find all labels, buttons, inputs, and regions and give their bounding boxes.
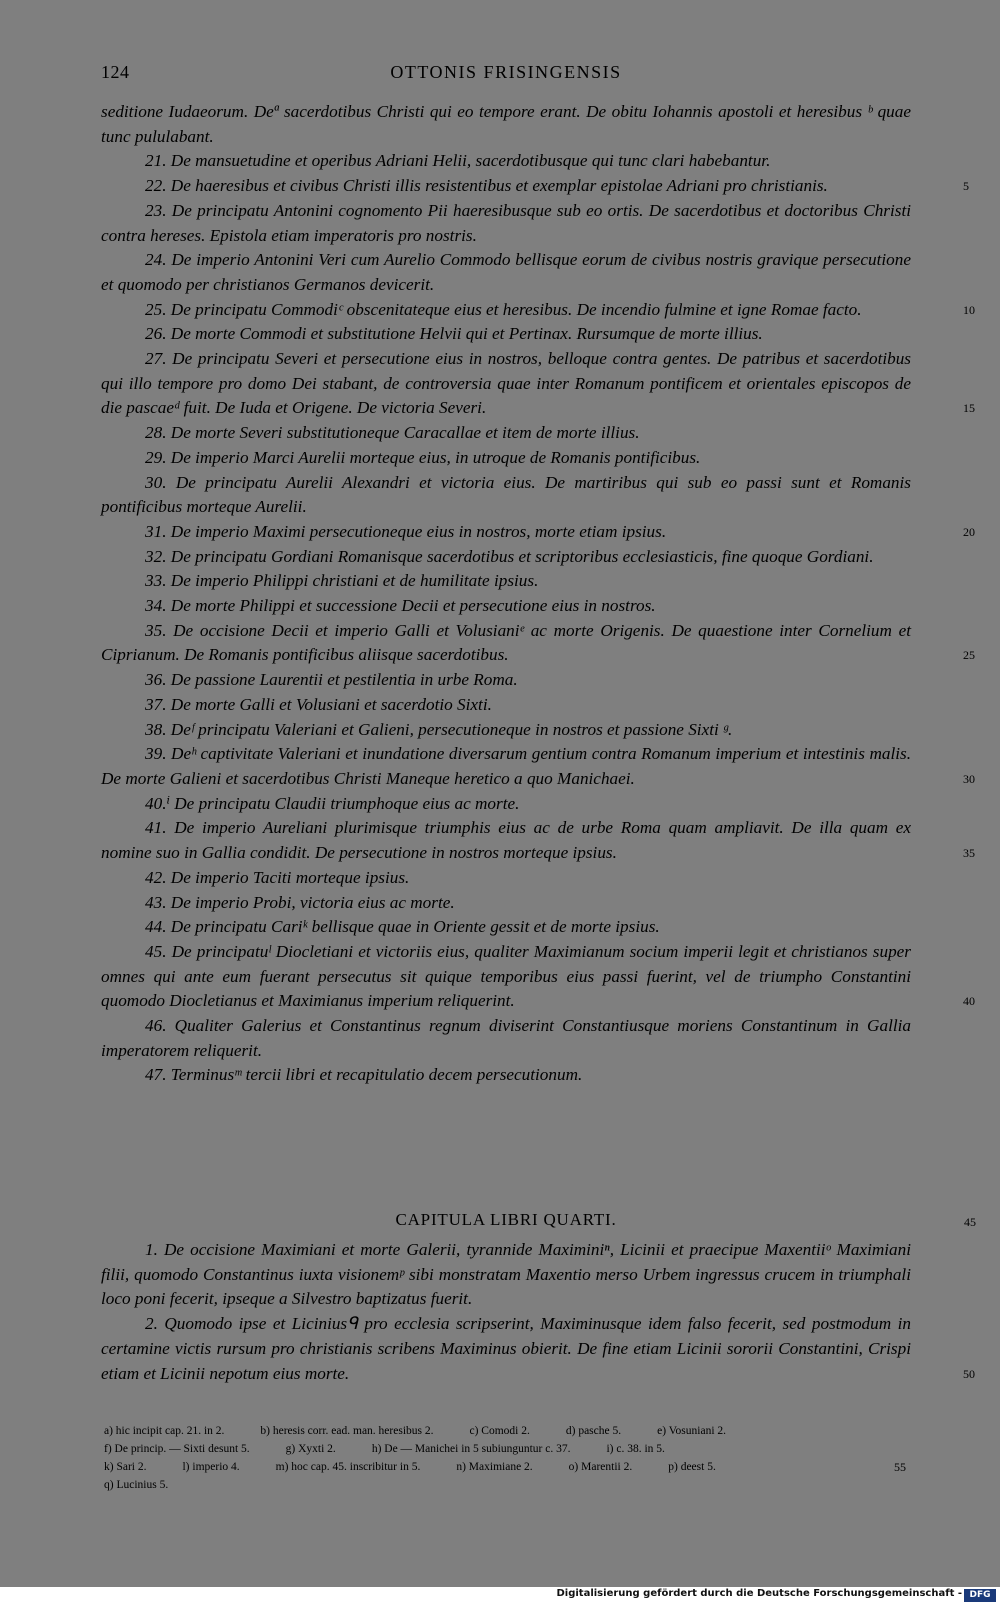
section-heading: CAPITULA LIBRI QUARTI. (395, 1210, 617, 1229)
chapter-entry-text: seditione Iudaeorum. Deª sacerdotibus Christi qui eo tempore erant. De obitu Iohannis apostoli et heresibus ᵇ quae tunc pululabant. (101, 102, 911, 146)
footnote: g) Xyxti 2. (285, 1443, 336, 1455)
line-number-marker: 5 (963, 179, 969, 194)
chapter-entry-text: 24. De imperio Antonini Veri cum Aurelio Commodo bellisque eorum de civibus nostris gravique persecutione et quomodo per christianos Germanos devicerit. (101, 250, 911, 294)
footnote-line (104, 1458, 914, 1476)
chapter-entry (101, 718, 911, 743)
running-title: OTTONIS FRISINGENSIS (390, 62, 622, 82)
chapter-entry (101, 915, 911, 940)
footer-credit: Digitalisierung gefördert durch die Deutsche Forschungsgemeinschaft - (556, 1588, 962, 1599)
chapter-entry (101, 891, 911, 916)
chapter-entry (101, 520, 975, 545)
chapter-list-book-three (101, 100, 975, 1088)
footnotes (104, 1422, 914, 1494)
footnote: p) deest 5. (668, 1461, 716, 1473)
chapter-entry (101, 619, 975, 668)
line-number-marker: 30 (963, 771, 975, 786)
chapter-entry-text: 44. De principatu Cariᵏ bellisque quae in Oriente gessit et de morte ipsius. (145, 917, 660, 937)
footnote: f) De princip. — Sixti desunt 5. (104, 1443, 250, 1455)
chapter-entry (101, 668, 911, 693)
chapter-entry (101, 100, 911, 149)
chapter-entry (101, 693, 911, 718)
dfg-logo[interactable]: DFG (964, 1589, 996, 1602)
chapter-entry-text: 29. De imperio Marci Aurelii morteque eius, in utroque de Romanis pontificibus. (145, 447, 701, 467)
line-number-marker: 15 (963, 401, 975, 416)
chapter-entry (101, 866, 911, 891)
chapter-entry-text: 28. De morte Severi substitutioneque Caracallae et item de morte illius. (145, 423, 640, 443)
chapter-entry (101, 569, 911, 594)
chapter-entry (101, 792, 911, 817)
chapter-entry-text: 1. De occisione Maximiani et morte Galerii, tyrannide Maximiniⁿ, Licinii et praecipue Maxentiiᵒ Maximiani filii, quomodo Constantinus iuxta visionemᵖ sibi monstratam Maxentio merso Urbem ingressus crucem in triumphali loco poni fecerit, ipseque a Silvestro baptizatus fuerit. (101, 1240, 911, 1309)
chapter-entry-text: 47. Terminusᵐ tercii libri et recapitulatio decem persecutionum. (145, 1065, 583, 1085)
line-number-marker: 20 (963, 524, 975, 539)
chapter-entry-text: 38. Deᶠ principatu Valeriani et Galieni, persecutioneque in nostros et passione Sixti ᵍ. (145, 719, 733, 739)
footnote: a) hic incipit cap. 21. in 2. (104, 1425, 225, 1437)
chapter-entry-text: 41. De imperio Aureliani plurimisque triumphis eius ac de urbe Roma quam ampliavit. De illa quam ex nomine suo in Gallia condidit. De persecutione in nostros morteque ipsius. (101, 818, 911, 863)
chapter-entry (101, 298, 975, 323)
chapter-entry-text: 37. De morte Galli et Volusiani et sacerdotio Sixti. (145, 694, 492, 714)
chapter-entry-text: 35. De occisione Decii et imperio Galli et Volusianiᵉ ac morte Origenis. De quaestione inter Cornelium et Ciprianum. De Romanis pontificibus aliisque sacerdotibus. (101, 620, 911, 665)
footnote: q) Lucinius 5. (104, 1479, 169, 1491)
footnote: n) Maximiane 2. (456, 1461, 533, 1473)
footnote-line (104, 1440, 914, 1458)
footnote: m) hoc cap. 45. inscribitur in 5. (275, 1461, 421, 1473)
footnote: c) Comodi 2. (469, 1425, 530, 1437)
chapter-entry (101, 421, 911, 446)
footnote: h) De — Manichei in 5 subiunguntur c. 37. (371, 1443, 571, 1455)
chapter-entry (101, 199, 911, 248)
chapter-entry-text: 23. De principatu Antonini cognomento Pii haeresibusque sub eo ortis. De sacerdotibus et doctoribus Christi contra hereses. Epistola etiam imperatoris pro nostris. (101, 200, 911, 245)
footer-bar (0, 1587, 1000, 1605)
chapter-entry-text: 45. De principatuˡ Diocletiani et victoriis eius, qualiter Maximianum socium imperii legit et christianos super omnes qui ante eum fuerant persecutus sit quique temporibus eius passi fuerint, vel de triumpho Constantini quomodo Diocletianus et Maximianus imperium reliquerint. (101, 941, 911, 1011)
chapter-entry (101, 1238, 911, 1312)
chapter-entry-text: 31. De imperio Maximi persecutioneque eius in nostros, morte etiam ipsius. (145, 521, 667, 541)
chapter-entry-text: 22. De haeresibus et civibus Christi illis resistentibus et exemplar epistolae Adriani pro christianis. (145, 176, 828, 196)
chapter-entry-text: 40.ⁱ De principatu Claudii triumphoque eius ac morte. (145, 793, 520, 813)
chapter-entry-text: 42. De imperio Taciti morteque ipsius. (145, 867, 410, 887)
chapter-entry-text: 39. Deʰ captivitate Valeriani et inundatione diversarum gentium contra Romanum imperium et intestinis malis. De morte Galieni et sacerdotibus Christi Maneque heretico a quo Manichaei. (101, 744, 911, 788)
chapter-entry-text: 46. Qualiter Galerius et Constantinus regnum diviserint Constantiusque moriens Constantinum in Gallia imperatorem reliquerit. (101, 1016, 911, 1060)
chapter-entry-text: 34. De morte Philippi et successione Decii et persecutione eius in nostros. (145, 596, 656, 616)
chapter-entry-text: 21. De mansuetudine et operibus Adriani Helii, sacerdotibusque qui tunc clari habebantur. (145, 151, 771, 171)
chapter-list-book-four (101, 1238, 975, 1386)
line-number-marker: 35 (963, 846, 975, 861)
chapter-entry-text: 36. De passione Laurentii et pestilentia in urbe Roma. (145, 670, 518, 690)
footnote: e) Vosuniani 2. (657, 1425, 727, 1437)
line-number-marker: 10 (963, 302, 975, 317)
chapter-entry (101, 1312, 975, 1386)
chapter-entry-text: 43. De imperio Probi, victoria eius ac morte. (145, 892, 455, 912)
chapter-entry-text: 27. De principatu Severi et persecutione eius in nostros, belloque contra gentes. De patribus et sacerdotibus qui illo tempore pro domo Dei stabant, de controversia quae inter Romanum pontificem et orientales episcopos de die pascaeᵈ fuit. De Iuda et Origene. De victoria Severi. (101, 349, 911, 418)
chapter-entry (101, 149, 911, 174)
footnote: k) Sari 2. (104, 1461, 147, 1473)
chapter-entry (101, 322, 911, 347)
chapter-entry-text: 33. De imperio Philippi christiani et de humilitate ipsius. (145, 571, 539, 591)
chapter-entry-text: 2. Quomodo ipse et Liciniusᑫ pro ecclesia scripserint, Maximinusque idem falso fecerit, sed postmodum in certamine victis rursum pro christianis scribens Maximinus obierit. De fine etiam Licinii sororii Constantini, Crispi etiam et Licinii nepotum eius morte. (101, 1314, 911, 1383)
chapter-entry (101, 174, 969, 199)
line-number-marker: 40 (963, 994, 975, 1009)
chapter-entry (101, 940, 975, 1014)
chapter-entry-text: 25. De principatu Commodiᶜ obscenitateque eius et heresibus. De incendio fulmine et igne Romae facto. (145, 299, 862, 319)
chapter-entry (101, 1063, 911, 1088)
chapter-entry (101, 742, 975, 791)
footnote: o) Marentii 2. (568, 1461, 633, 1473)
chapter-entry (101, 347, 975, 421)
footnote: d) pasche 5. (565, 1425, 622, 1437)
footnote: i) c. 38. in 5. (606, 1443, 665, 1455)
chapter-entry (101, 545, 911, 570)
footnote: b) heresis corr. ead. man. heresibus 2. (260, 1425, 434, 1437)
chapter-entry (101, 594, 911, 619)
chapter-entry-text: 30. De principatu Aurelii Alexandri et victoria eius. De martiribus qui sub eo passi sunt et Romanis pontificibus morteque Aurelii. (101, 472, 911, 517)
page-number: 124 (101, 62, 130, 82)
chapter-entry (101, 816, 975, 865)
chapter-entry (101, 248, 911, 297)
chapter-entry (101, 1014, 911, 1063)
line-number-marker: 45 (964, 1215, 976, 1229)
footnote-line (104, 1476, 914, 1494)
chapter-entry (101, 446, 911, 471)
line-number-marker: 50 (963, 1366, 975, 1381)
chapter-entry-text: 32. De principatu Gordiani Romanisque sacerdotibus et scriptoribus ecclesiasticis, fine quoque Gordiani. (145, 546, 874, 566)
footnote-line (104, 1422, 914, 1440)
chapter-entry (101, 471, 911, 520)
line-number-marker: 55 (894, 1460, 906, 1474)
footnote: l) imperio 4. (182, 1461, 240, 1473)
line-number-marker: 25 (963, 648, 975, 663)
chapter-entry-text: 26. De morte Commodi et substitutione Helvii qui et Pertinax. Rursumque de morte illius. (145, 324, 763, 344)
page-header (101, 62, 911, 86)
